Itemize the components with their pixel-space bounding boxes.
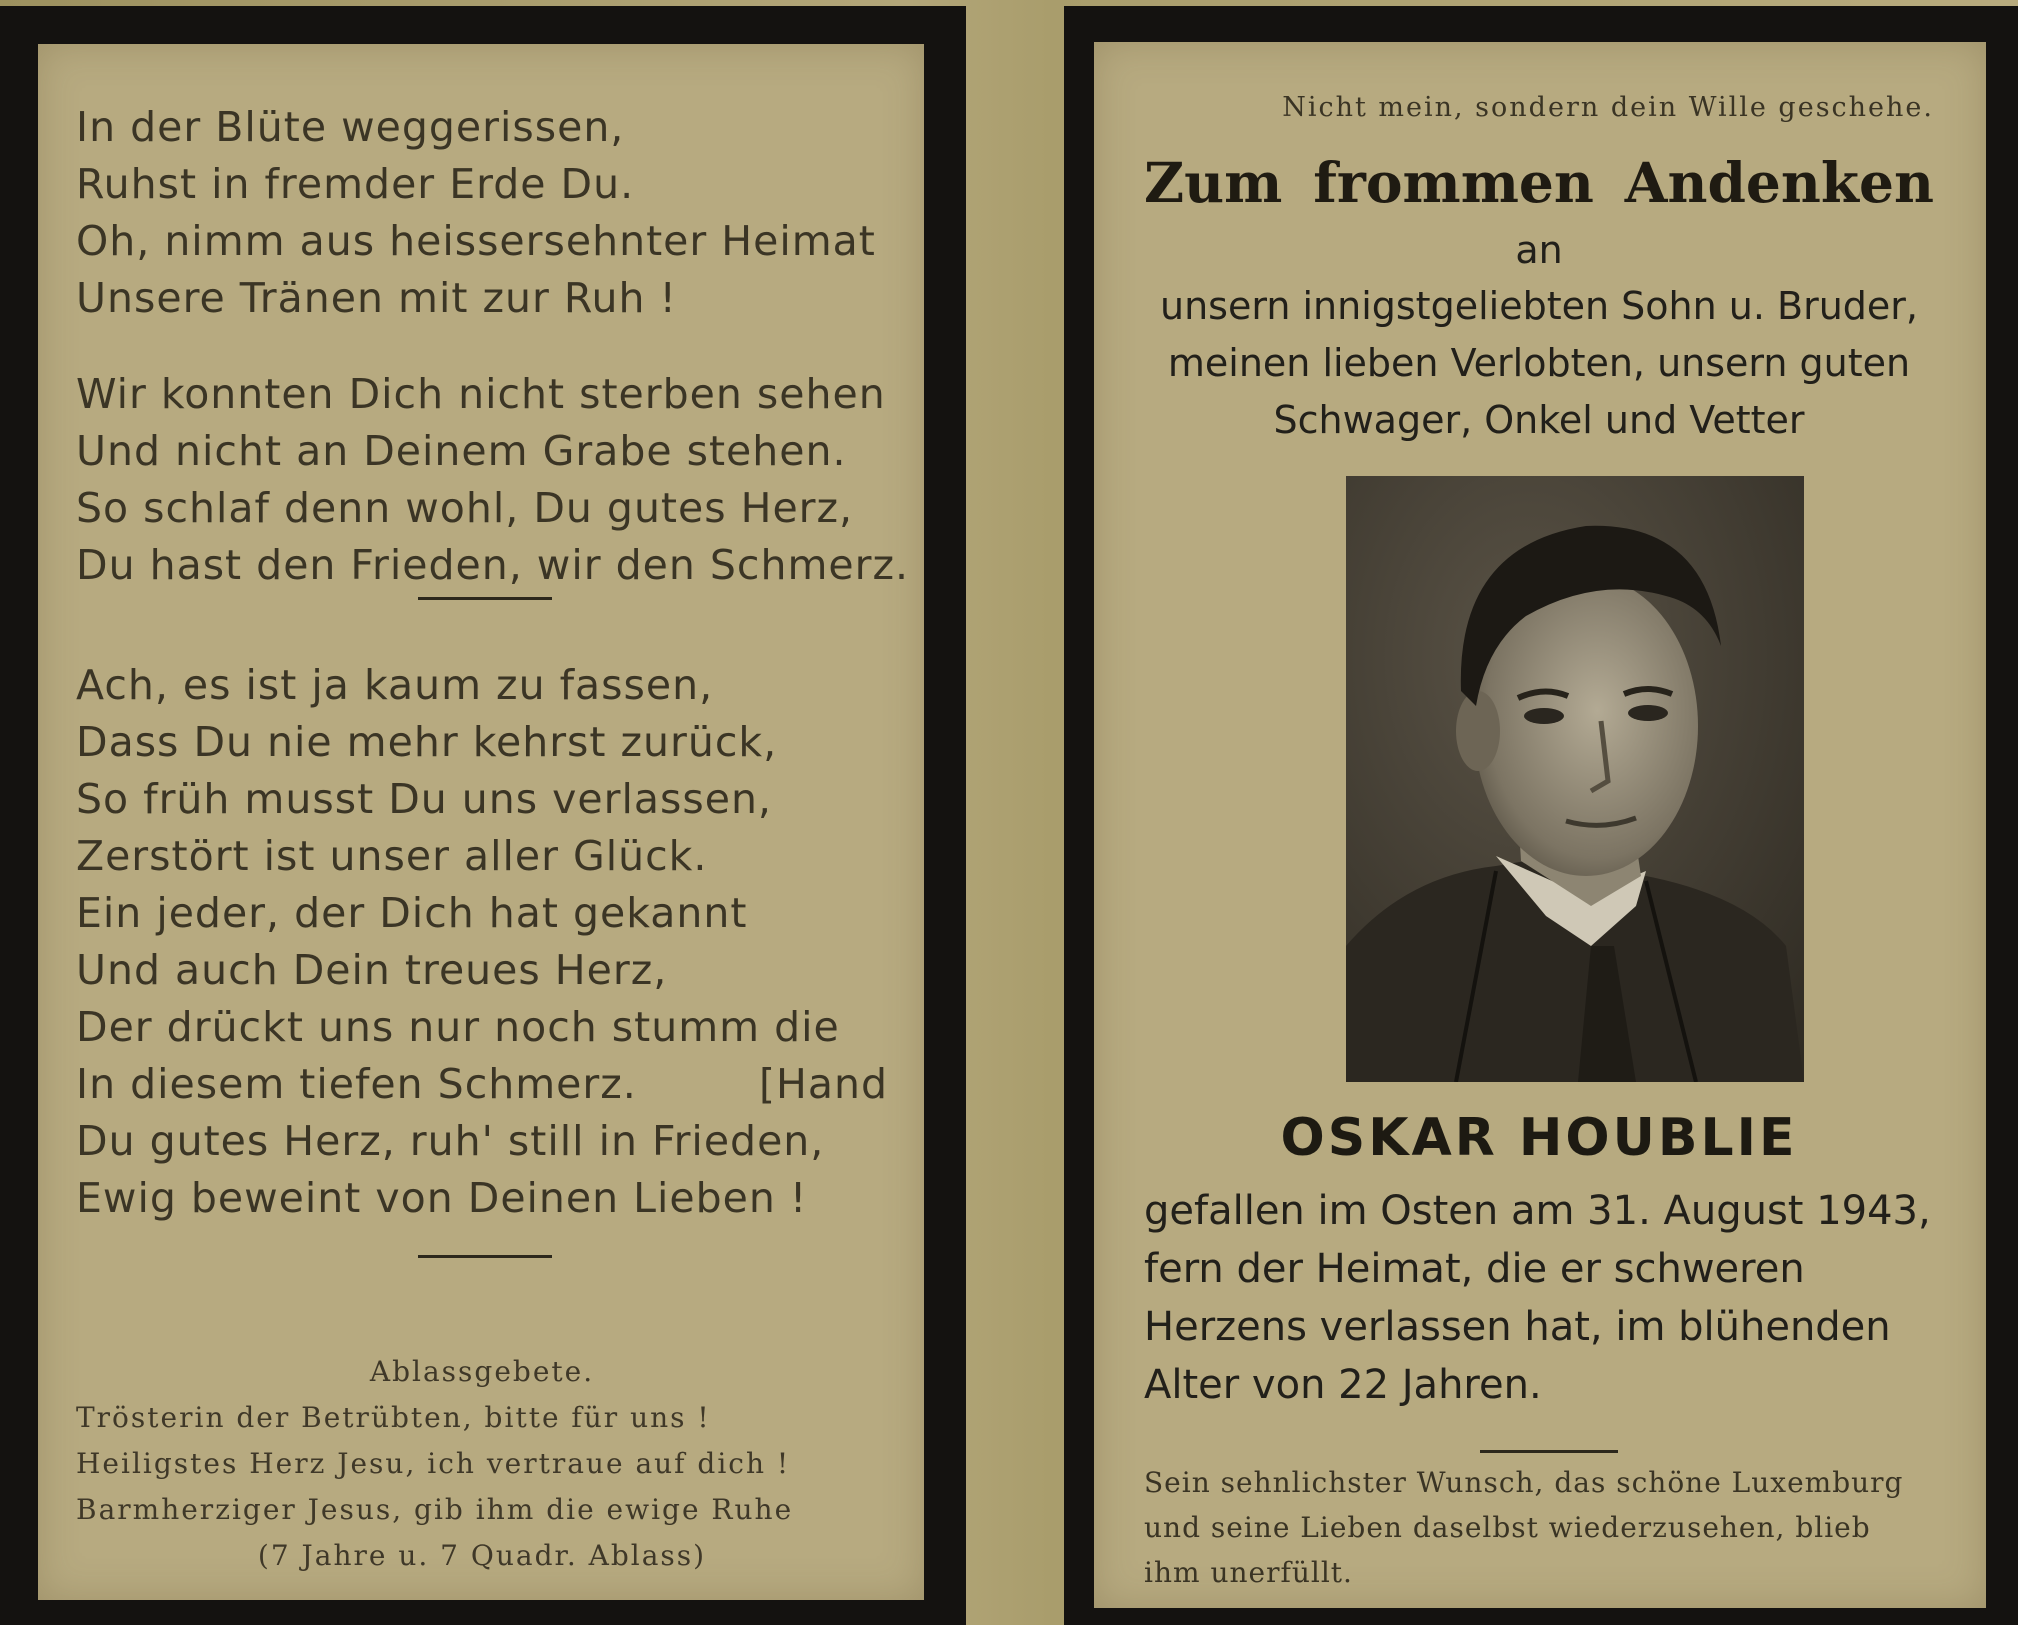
motto: Nicht mein, sondern dein Wille geschehe. (1282, 92, 1934, 123)
wish-line-text: ihm unerfüllt. (1144, 1556, 1353, 1589)
dedication-line: meinen lieben Verlobten, unsern guten (1167, 341, 1911, 385)
indulgence-prayers (76, 1349, 888, 1579)
poem-line (76, 213, 888, 270)
dedication-line: unsern innigstgeliebten Sohn u. Bruder, (1160, 284, 1918, 328)
indulgence-note: (7 Jahre u. 7 Quadr. Ablass) (257, 1539, 707, 1572)
left-card-paper (38, 44, 924, 1600)
poem-line: In der Blüte weggerissen, (76, 103, 625, 151)
wish-line (1144, 1550, 1934, 1595)
left-card-black-border (0, 6, 966, 1625)
poem-line: Zerstört ist unser aller Glück. (76, 832, 708, 880)
poem-line: Ewig beweint von Deinen Lieben ! (76, 1174, 808, 1222)
poem-line (76, 1056, 888, 1113)
poem-stanza-3 (76, 657, 888, 1227)
memorial-title (1144, 150, 1934, 215)
prayer-line: Heiligstes Herz Jesu, ich vertraue auf dich ! (76, 1447, 791, 1480)
poem-line: Und nicht an Deinem Grabe stehen. (76, 427, 847, 475)
poem-stanza-1 (76, 99, 888, 327)
wish-line-text: Sein sehnlichster Wunsch, das schöne Luxemburg (1144, 1466, 1904, 1499)
poem-line: Unsere Tränen mit zur Ruh ! (76, 274, 677, 322)
poem-line: Ach, es ist ja kaum zu fassen, (76, 661, 714, 709)
wish-line-text: und seine Lieben daselbst wiederzusehen, blieb (1144, 1511, 1871, 1544)
right-card-black-border (1064, 6, 2018, 1625)
poem-line: Und auch Dein treues Herz, (76, 946, 668, 994)
poem-line: Der drückt uns nur noch stumm die (76, 1003, 840, 1051)
poem-line: Ruhst in fremder Erde Du. (76, 160, 635, 208)
poem-line: Wir konnten Dich nicht sterben sehen (76, 370, 886, 418)
portrait-photo (1346, 476, 1804, 1082)
poem-line: So früh musst Du uns verlassen, (76, 775, 772, 823)
poem-line-text: In diesem tiefen Schmerz. (76, 1060, 637, 1108)
death-line (1144, 1182, 1934, 1240)
title-word: Andenken (1624, 150, 1934, 215)
poem-line: Du hast den Frieden, wir den Schmerz. (76, 541, 910, 589)
dedication (1144, 278, 1934, 449)
poem-line: Du gutes Herz, ruh' still in Frieden, (76, 1117, 825, 1165)
poem-stanza-2 (76, 366, 910, 594)
prayer-line: Barmherziger Jesus, gib ihm die ewige Ruhe (76, 1493, 794, 1526)
poem-line-text: Oh, nimm aus heissersehnter Heimat (76, 217, 876, 265)
dedication-line: Schwager, Onkel und Vetter (1273, 398, 1805, 442)
prayer-heading: Ablassgebete. (369, 1355, 595, 1388)
divider-rule (418, 1255, 552, 1258)
death-line (1144, 1240, 1934, 1298)
death-line-text: Alter von 22 Jahren. (1144, 1362, 1542, 1408)
divider-rule (418, 597, 552, 600)
death-line-text: gefallen im Osten am 31. August 1943, (1144, 1188, 1931, 1234)
an-word: an (1515, 228, 1563, 272)
deceased-name: OSKAR HOUBLIE (1280, 1108, 1798, 1168)
death-notice (1144, 1182, 1934, 1414)
poem-line: Ein jeder, der Dich hat gekannt (76, 889, 748, 937)
wish-line (1144, 1505, 1934, 1550)
poem-line: So schlaf denn wohl, Du gutes Herz, (76, 484, 854, 532)
title-word: frommen (1313, 150, 1594, 215)
right-card-paper (1094, 42, 1986, 1608)
last-wish (1144, 1460, 1934, 1595)
poem-line: Dass Du nie mehr kehrst zurück, (76, 718, 778, 766)
prayer-line: Trösterin der Betrübten, bitte für uns ! (76, 1401, 711, 1434)
wish-line (1144, 1460, 1934, 1505)
death-line (1144, 1298, 1934, 1356)
death-line-text: Herzens verlassen hat, im blühenden (1144, 1304, 1891, 1350)
death-line (1144, 1356, 1934, 1414)
poem-hand-word: [Hand (759, 1060, 888, 1108)
title-word: Zum (1144, 150, 1283, 215)
death-line-text: fern der Heimat, die er schweren (1144, 1246, 1805, 1292)
divider-rule (1480, 1450, 1618, 1453)
